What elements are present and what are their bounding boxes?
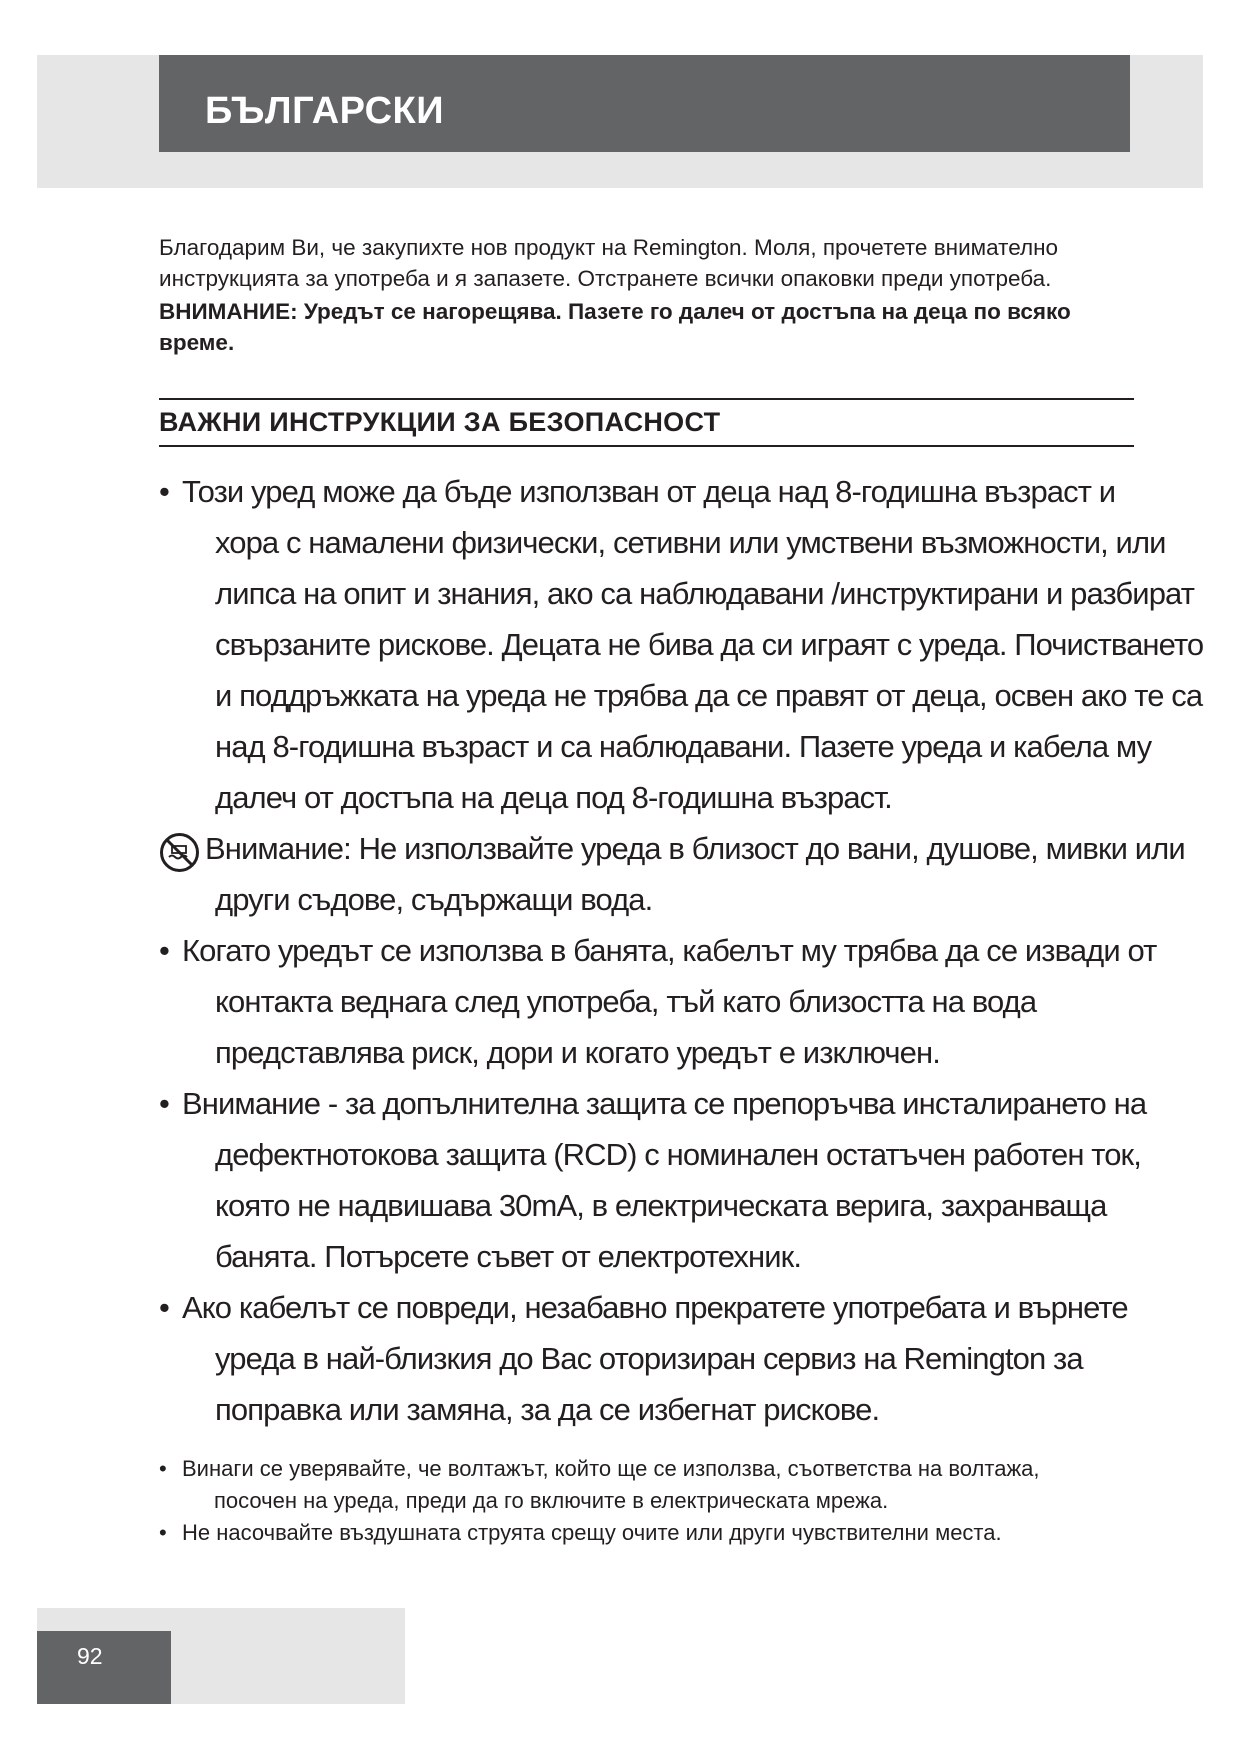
bullet-icon xyxy=(159,1282,183,1333)
no-water-icon xyxy=(159,832,200,873)
item-line: контакта веднага след употреба, тъй като близостта на вода xyxy=(215,984,1037,1019)
page-number: 92 xyxy=(77,1643,103,1669)
item-line: Този уред може да бъде използван от деца над 8-годишна възраст и xyxy=(182,474,1116,509)
small-safety-list xyxy=(159,1453,1139,1549)
section-heading: ВАЖНИ ИНСТРУКЦИИ ЗА БЕЗОПАСНОСТ xyxy=(159,407,721,437)
bullet-icon xyxy=(159,925,183,976)
section-rule-bottom xyxy=(159,445,1134,447)
item-line: представлява риск, дори и когато уредът е изключен. xyxy=(215,1035,940,1070)
item-line: липса на опит и знания, ако са наблюдавани /инструктирани и разбират xyxy=(215,576,1194,611)
page-number-box xyxy=(37,1631,171,1704)
item-line: и поддръжката на уреда не трябва да се правят от деца, освен ако те са xyxy=(215,678,1203,713)
item-line: Внимание - за допълнителна защита се препоръчва инсталирането на xyxy=(182,1086,1147,1121)
small-safety-item xyxy=(159,1453,1139,1517)
section-rule-top xyxy=(159,398,1134,400)
bullet-icon xyxy=(159,1517,179,1549)
item-line: уреда в най-близкия до Вас оторизиран сервиз на Remington за xyxy=(215,1341,1083,1376)
bullet-icon xyxy=(159,1078,183,1129)
safety-item xyxy=(159,466,1204,823)
item-line: Ако кабелът се повреди, незабавно прекратете употребата и върнете xyxy=(182,1290,1128,1325)
item-line: Когато уредът се използва в банята, кабелът му трябва да се извади от xyxy=(182,933,1157,968)
language-title: БЪЛГАРСКИ xyxy=(205,90,445,132)
item-line: посочен на уреда, преди да го включите в електрическата мрежа. xyxy=(214,1488,889,1513)
intro-warning xyxy=(159,296,1119,358)
item-line: свързаните рискове. Децата не бива да си играят с уреда. Почистването xyxy=(215,627,1204,662)
safety-item xyxy=(159,1282,1139,1435)
item-line: дефектнотокова защита (RCD) с номинален остатъчен работен ток, xyxy=(215,1137,1141,1172)
item-line: Винаги се уверявайте, че волтажът, който ще се използва, съответства на волтажа, xyxy=(182,1456,1040,1481)
item-line: банята. Потърсете съвет от електротехник. xyxy=(215,1239,802,1274)
bullet-icon xyxy=(159,1453,179,1485)
item-line: други съдове, съдържащи вода. xyxy=(215,882,653,917)
intro-line: Благодарим Ви, че закупихте нов продукт на Remington. Моля, прочетете внимателно xyxy=(159,235,1059,260)
bullet-icon xyxy=(159,466,183,517)
safety-list xyxy=(159,466,1204,1435)
safety-item xyxy=(159,1078,1147,1282)
item-line: поправка или замяна, за да се избегнат рискове. xyxy=(215,1392,880,1427)
intro-text xyxy=(159,232,1119,358)
item-line: над 8-годишна възраст и са наблюдавани. Пазете уреда и кабела му xyxy=(215,729,1152,764)
warning-line: време. xyxy=(159,330,235,355)
safety-item xyxy=(159,925,1157,1078)
safety-item-warning xyxy=(159,823,1185,925)
intro-line: инструкцията за употреба и я запазете. Отстранете всички опаковки преди употреба. xyxy=(159,266,1052,291)
item-line: Не насочвайте въздушната струята срещу очите или други чувствителни места. xyxy=(182,1520,1002,1545)
item-line: хора с намалени физически, сетивни или умствени възможности, или xyxy=(215,525,1166,560)
warning-line: ВНИМАНИЕ: Уредът се нагорещява. Пазете го далеч от достъпа на деца по всяко xyxy=(159,299,1071,324)
item-line: далеч от достъпа на деца под 8-годишна възраст. xyxy=(215,780,892,815)
item-line: Внимание: Не използвайте уреда в близост до вани, душове, мивки или xyxy=(205,831,1185,866)
item-line: която не надвишава 30mA, в електрическата верига, захранваща xyxy=(215,1188,1107,1223)
small-safety-item xyxy=(159,1517,1139,1549)
